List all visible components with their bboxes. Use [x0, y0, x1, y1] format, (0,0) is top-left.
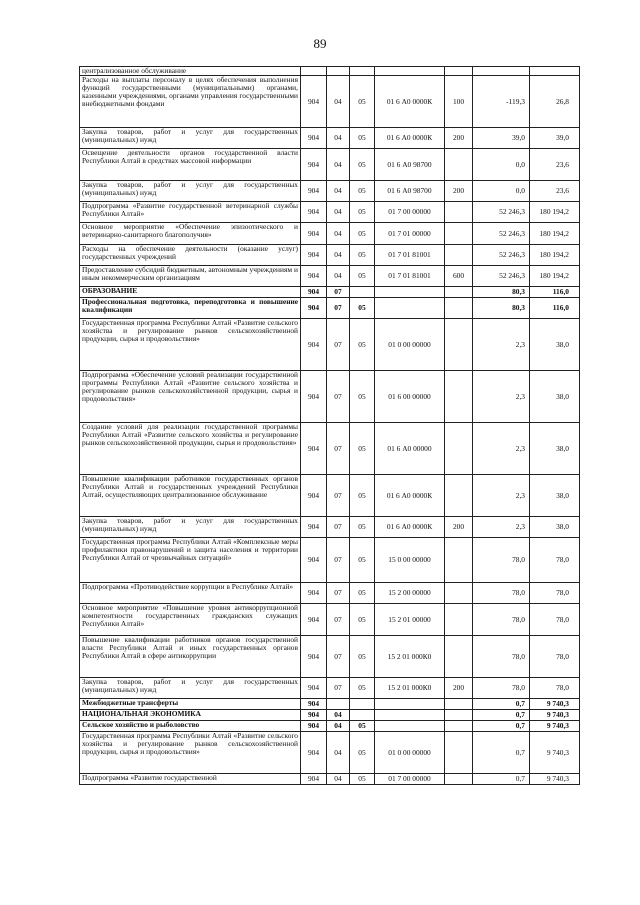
cell-csr: 01 6 А0 98700 — [375, 181, 445, 202]
cell-amount-2: 180 194,2 — [530, 266, 580, 287]
cell-rz: 07 — [327, 287, 350, 298]
cell-csr — [375, 298, 445, 319]
cell-rz: 04 — [327, 774, 350, 785]
cell-gr: 904 — [301, 149, 327, 181]
cell-gr: 904 — [301, 636, 327, 678]
cell-name: централизованное обслуживание — [80, 67, 301, 76]
cell-amount-1: 80,3 — [473, 287, 530, 298]
cell-amount-1 — [473, 67, 530, 76]
cell-pr: 05 — [350, 371, 375, 423]
cell-rz: 07 — [327, 678, 350, 699]
cell-name: Повышение квалификации работников государственных органов Республики Алтай и государственных учреждений Республики Алтай, осуществляющих централизованное обслуживание — [80, 475, 301, 517]
cell-amount-2: 78,0 — [530, 604, 580, 636]
cell-amount-1: 2,3 — [473, 423, 530, 475]
table-row — [80, 583, 580, 604]
cell-amount-2: 180 194,2 — [530, 223, 580, 245]
cell-pr: 05 — [350, 774, 375, 785]
cell-vr — [445, 699, 473, 710]
cell-amount-2: 9 740,3 — [530, 721, 580, 732]
page-number: 89 — [313, 36, 327, 51]
cell-name: Государственная программа Республики Алтай «Комплексные меры профилактики правонарушений и защита населения и территории Республики Алтай от чрезвычайных ситуаций» — [80, 538, 301, 583]
cell-csr: 01 6 00 00000 — [375, 371, 445, 423]
cell-vr — [445, 67, 473, 76]
cell-gr: 904 — [301, 774, 327, 785]
cell-amount-2: 78,0 — [530, 636, 580, 678]
table-row — [80, 266, 580, 287]
cell-rz: 07 — [327, 538, 350, 583]
cell-gr: 904 — [301, 699, 327, 710]
cell-pr: 05 — [350, 223, 375, 245]
cell-pr: 05 — [350, 517, 375, 538]
cell-csr: 01 0 00 00000 — [375, 319, 445, 371]
table-row — [80, 604, 580, 636]
cell-csr: 01 6 А0 0000К — [375, 517, 445, 538]
cell-rz: 04 — [327, 202, 350, 223]
cell-gr: 904 — [301, 76, 327, 128]
cell-vr — [445, 604, 473, 636]
cell-vr: 200 — [445, 678, 473, 699]
cell-gr: 904 — [301, 128, 327, 149]
cell-csr: 01 6 А0 0000К — [375, 128, 445, 149]
cell-csr: 01 7 01 00000 — [375, 223, 445, 245]
cell-vr: 100 — [445, 76, 473, 128]
cell-vr — [445, 245, 473, 266]
cell-csr: 01 6 А0 00000 — [375, 423, 445, 475]
cell-amount-1: 0,7 — [473, 732, 530, 774]
cell-amount-2: 38,0 — [530, 517, 580, 538]
cell-amount-2: 23,6 — [530, 181, 580, 202]
cell-amount-2: 38,0 — [530, 475, 580, 517]
table-row — [80, 721, 580, 732]
cell-amount-2 — [530, 67, 580, 76]
cell-csr: 01 7 00 00000 — [375, 202, 445, 223]
cell-csr: 01 6 А0 0000К — [375, 76, 445, 128]
cell-name: Закупка товаров, работ и услуг для государственных (муниципальных) нужд — [80, 517, 301, 538]
cell-gr: 904 — [301, 538, 327, 583]
table-row — [80, 149, 580, 181]
table-row — [80, 223, 580, 245]
cell-gr: 904 — [301, 604, 327, 636]
cell-name: Государственная программа Республики Алтай «Развитие сельского хозяйства и регулирование рынков сельскохозяйственной продукции, сырья и продовольствия» — [80, 319, 301, 371]
table-row — [80, 298, 580, 319]
cell-amount-2: 116,0 — [530, 298, 580, 319]
cell-rz: 04 — [327, 128, 350, 149]
cell-rz — [327, 67, 350, 76]
cell-amount-1: 0,0 — [473, 149, 530, 181]
table-row — [80, 732, 580, 774]
cell-pr: 05 — [350, 319, 375, 371]
table-row — [80, 319, 580, 371]
cell-pr: 05 — [350, 538, 375, 583]
cell-gr — [301, 67, 327, 76]
cell-amount-1: 78,0 — [473, 604, 530, 636]
cell-amount-1: 78,0 — [473, 538, 530, 583]
cell-name: Повышение квалификации работников органов государственной власти Республики Алтай и иных государственных органов Республики Алтай в сфере антикоррупции — [80, 636, 301, 678]
cell-amount-2: 180 194,2 — [530, 202, 580, 223]
cell-amount-2: 78,0 — [530, 678, 580, 699]
cell-gr: 904 — [301, 371, 327, 423]
cell-csr: 15 2 01 00000 — [375, 604, 445, 636]
cell-gr: 904 — [301, 266, 327, 287]
cell-amount-2: 38,0 — [530, 319, 580, 371]
cell-vr: 200 — [445, 517, 473, 538]
cell-gr: 904 — [301, 583, 327, 604]
cell-name: Закупка товаров, работ и услуг для государственных (муниципальных) нужд — [80, 128, 301, 149]
cell-csr: 01 7 00 00000 — [375, 774, 445, 785]
cell-vr — [445, 636, 473, 678]
cell-name: Расходы на выплаты персоналу в целях обеспечения выполнения функций государственными (муниципальными) органами, казенными учреждениями, органами управления государственными внебюджетными фондами — [80, 76, 301, 128]
table-row — [80, 774, 580, 785]
cell-pr: 05 — [350, 202, 375, 223]
cell-gr: 904 — [301, 298, 327, 319]
cell-name: Профессиональная подготовка, переподготовка и повышение квалификации — [80, 298, 301, 319]
cell-name: Государственная программа Республики Алтай «Развитие сельского хозяйства и регулирование рынков сельскохозяйственной продукции, сырья и продовольствия» — [80, 732, 301, 774]
cell-vr — [445, 538, 473, 583]
cell-amount-1: -119,3 — [473, 76, 530, 128]
cell-amount-1: 0,7 — [473, 710, 530, 721]
cell-amount-1: 80,3 — [473, 298, 530, 319]
cell-amount-1: 52 246,3 — [473, 266, 530, 287]
cell-amount-2: 180 194,2 — [530, 245, 580, 266]
cell-pr: 05 — [350, 245, 375, 266]
cell-rz: 07 — [327, 517, 350, 538]
cell-pr: 05 — [350, 76, 375, 128]
cell-rz: 04 — [327, 76, 350, 128]
cell-pr — [350, 287, 375, 298]
cell-name: ОБРАЗОВАНИЕ — [80, 287, 301, 298]
cell-csr — [375, 699, 445, 710]
table-row — [80, 475, 580, 517]
cell-pr: 05 — [350, 149, 375, 181]
cell-amount-2: 78,0 — [530, 583, 580, 604]
cell-amount-1: 2,3 — [473, 517, 530, 538]
cell-vr — [445, 319, 473, 371]
cell-csr — [375, 710, 445, 721]
cell-pr: 05 — [350, 732, 375, 774]
cell-amount-2: 9 740,3 — [530, 710, 580, 721]
table-row — [80, 202, 580, 223]
cell-pr: 05 — [350, 583, 375, 604]
cell-amount-2: 39,0 — [530, 128, 580, 149]
cell-vr — [445, 371, 473, 423]
cell-rz: 07 — [327, 319, 350, 371]
table-row — [80, 371, 580, 423]
cell-gr: 904 — [301, 517, 327, 538]
cell-csr: 01 0 00 00000 — [375, 732, 445, 774]
cell-name: Сельское хозяйство и рыболовство — [80, 721, 301, 732]
cell-name: Освещение деятельности органов государственной власти Республики Алтай в средствах массовой информации — [80, 149, 301, 181]
table-row — [80, 128, 580, 149]
table-row — [80, 538, 580, 583]
cell-amount-2: 9 740,3 — [530, 732, 580, 774]
cell-vr: 200 — [445, 181, 473, 202]
cell-csr: 15 0 00 00000 — [375, 538, 445, 583]
cell-vr — [445, 774, 473, 785]
table-row — [80, 699, 580, 710]
cell-amount-2: 9 740,3 — [530, 699, 580, 710]
table-row — [80, 76, 580, 128]
cell-rz: 07 — [327, 583, 350, 604]
cell-pr: 05 — [350, 181, 375, 202]
cell-pr: 05 — [350, 604, 375, 636]
cell-name: Предоставление субсидий бюджетным, автономным учреждениям и иным некоммерческим организациям — [80, 266, 301, 287]
cell-name: Подпрограмма «Обеспечение условий реализации государственной программы Республики Алтай «Развитие сельского хозяйства и регулирование рынков сельскохозяйственной продукции, сырья и продовольствия» — [80, 371, 301, 423]
cell-amount-2: 9 740,3 — [530, 774, 580, 785]
cell-gr: 904 — [301, 202, 327, 223]
cell-amount-2: 38,0 — [530, 371, 580, 423]
cell-pr: 05 — [350, 636, 375, 678]
cell-csr: 01 6 А0 98700 — [375, 149, 445, 181]
cell-amount-2: 26,8 — [530, 76, 580, 128]
cell-csr: 01 6 А0 0000К — [375, 475, 445, 517]
table-row — [80, 517, 580, 538]
cell-amount-2: 78,0 — [530, 538, 580, 583]
cell-vr — [445, 223, 473, 245]
table-row — [80, 287, 580, 298]
cell-pr: 05 — [350, 423, 375, 475]
cell-csr — [375, 287, 445, 298]
cell-pr: 05 — [350, 128, 375, 149]
cell-rz: 04 — [327, 266, 350, 287]
cell-rz: 07 — [327, 604, 350, 636]
cell-rz: 04 — [327, 181, 350, 202]
cell-amount-1: 0,0 — [473, 181, 530, 202]
cell-pr — [350, 699, 375, 710]
cell-pr: 05 — [350, 721, 375, 732]
cell-amount-1: 52 246,3 — [473, 202, 530, 223]
cell-name: Закупка товаров, работ и услуг для государственных (муниципальных) нужд — [80, 181, 301, 202]
table-row — [80, 678, 580, 699]
cell-name: Создание условий для реализации государственной программы Республики Алтай «Развитие сельского хозяйства и регулирование рынков сельскохозяйственной продукции, сырья и продовольствия» — [80, 423, 301, 475]
cell-amount-1: 52 246,3 — [473, 223, 530, 245]
table-row — [80, 423, 580, 475]
cell-name: Подпрограмма «Развитие государственной — [80, 774, 301, 785]
cell-gr: 904 — [301, 721, 327, 732]
cell-csr: 01 7 01 81001 — [375, 266, 445, 287]
cell-pr: 05 — [350, 475, 375, 517]
cell-name: Межбюджетные трансферты — [80, 699, 301, 710]
cell-amount-1: 0,7 — [473, 721, 530, 732]
cell-pr — [350, 710, 375, 721]
cell-name: Расходы на обеспечение деятельности (оказание услуг) государственных учреждений — [80, 245, 301, 266]
cell-vr — [445, 583, 473, 604]
cell-gr: 904 — [301, 710, 327, 721]
cell-rz: 04 — [327, 721, 350, 732]
cell-rz: 04 — [327, 223, 350, 245]
cell-name: Подпрограмма «Противодействие коррупции в Республике Алтай» — [80, 583, 301, 604]
cell-name: Подпрограмма «Развитие государственной ветеринарной службы Республики Алтай» — [80, 202, 301, 223]
cell-amount-1: 2,3 — [473, 475, 530, 517]
cell-amount-1: 78,0 — [473, 636, 530, 678]
cell-csr: 15 2 01 000К0 — [375, 636, 445, 678]
cell-pr: 05 — [350, 266, 375, 287]
table-row — [80, 245, 580, 266]
cell-gr: 904 — [301, 319, 327, 371]
cell-amount-1: 0,7 — [473, 774, 530, 785]
cell-pr: 05 — [350, 298, 375, 319]
cell-rz: 07 — [327, 475, 350, 517]
table-row — [80, 181, 580, 202]
cell-vr — [445, 202, 473, 223]
cell-name: НАЦИОНАЛЬНАЯ ЭКОНОМИКА — [80, 710, 301, 721]
cell-amount-2: 23,6 — [530, 149, 580, 181]
cell-vr: 600 — [445, 266, 473, 287]
cell-amount-1: 52 246,3 — [473, 245, 530, 266]
cell-gr: 904 — [301, 475, 327, 517]
table-row — [80, 636, 580, 678]
cell-vr — [445, 710, 473, 721]
cell-rz: 04 — [327, 710, 350, 721]
cell-vr — [445, 423, 473, 475]
cell-csr: 01 7 01 81001 — [375, 245, 445, 266]
cell-name: Основное мероприятие «Повышение уровня антикоррупционной компетентности государственных гражданских служащих Республики Алтай» — [80, 604, 301, 636]
cell-amount-1: 2,3 — [473, 319, 530, 371]
cell-pr: 05 — [350, 678, 375, 699]
budget-table — [79, 66, 580, 785]
cell-rz: 04 — [327, 245, 350, 266]
cell-pr — [350, 67, 375, 76]
cell-amount-1: 0,7 — [473, 699, 530, 710]
table-row — [80, 710, 580, 721]
cell-csr: 15 2 01 000К0 — [375, 678, 445, 699]
cell-gr: 904 — [301, 223, 327, 245]
cell-csr — [375, 67, 445, 76]
cell-vr: 200 — [445, 128, 473, 149]
cell-rz: 04 — [327, 732, 350, 774]
cell-rz: 04 — [327, 149, 350, 181]
cell-gr: 904 — [301, 245, 327, 266]
cell-gr: 904 — [301, 181, 327, 202]
cell-csr — [375, 721, 445, 732]
cell-amount-1: 78,0 — [473, 678, 530, 699]
cell-amount-1: 39,0 — [473, 128, 530, 149]
cell-csr: 15 2 00 00000 — [375, 583, 445, 604]
cell-vr — [445, 721, 473, 732]
cell-rz — [327, 699, 350, 710]
cell-rz: 07 — [327, 298, 350, 319]
cell-vr — [445, 149, 473, 181]
cell-gr: 904 — [301, 287, 327, 298]
cell-gr: 904 — [301, 423, 327, 475]
cell-rz: 07 — [327, 423, 350, 475]
cell-amount-1: 78,0 — [473, 583, 530, 604]
cell-gr: 904 — [301, 678, 327, 699]
cell-amount-1: 2,3 — [473, 371, 530, 423]
cell-vr — [445, 298, 473, 319]
cell-rz: 07 — [327, 636, 350, 678]
cell-vr — [445, 287, 473, 298]
cell-name: Закупка товаров, работ и услуг для государственных (муниципальных) нужд — [80, 678, 301, 699]
cell-gr: 904 — [301, 732, 327, 774]
cell-rz: 07 — [327, 371, 350, 423]
cell-amount-2: 38,0 — [530, 423, 580, 475]
cell-amount-2: 116,0 — [530, 287, 580, 298]
cell-name: Основное мероприятие «Обеспечение эпизоотического и ветеринарно-санитарного благополучия» — [80, 223, 301, 245]
cell-vr — [445, 732, 473, 774]
cell-vr — [445, 475, 473, 517]
